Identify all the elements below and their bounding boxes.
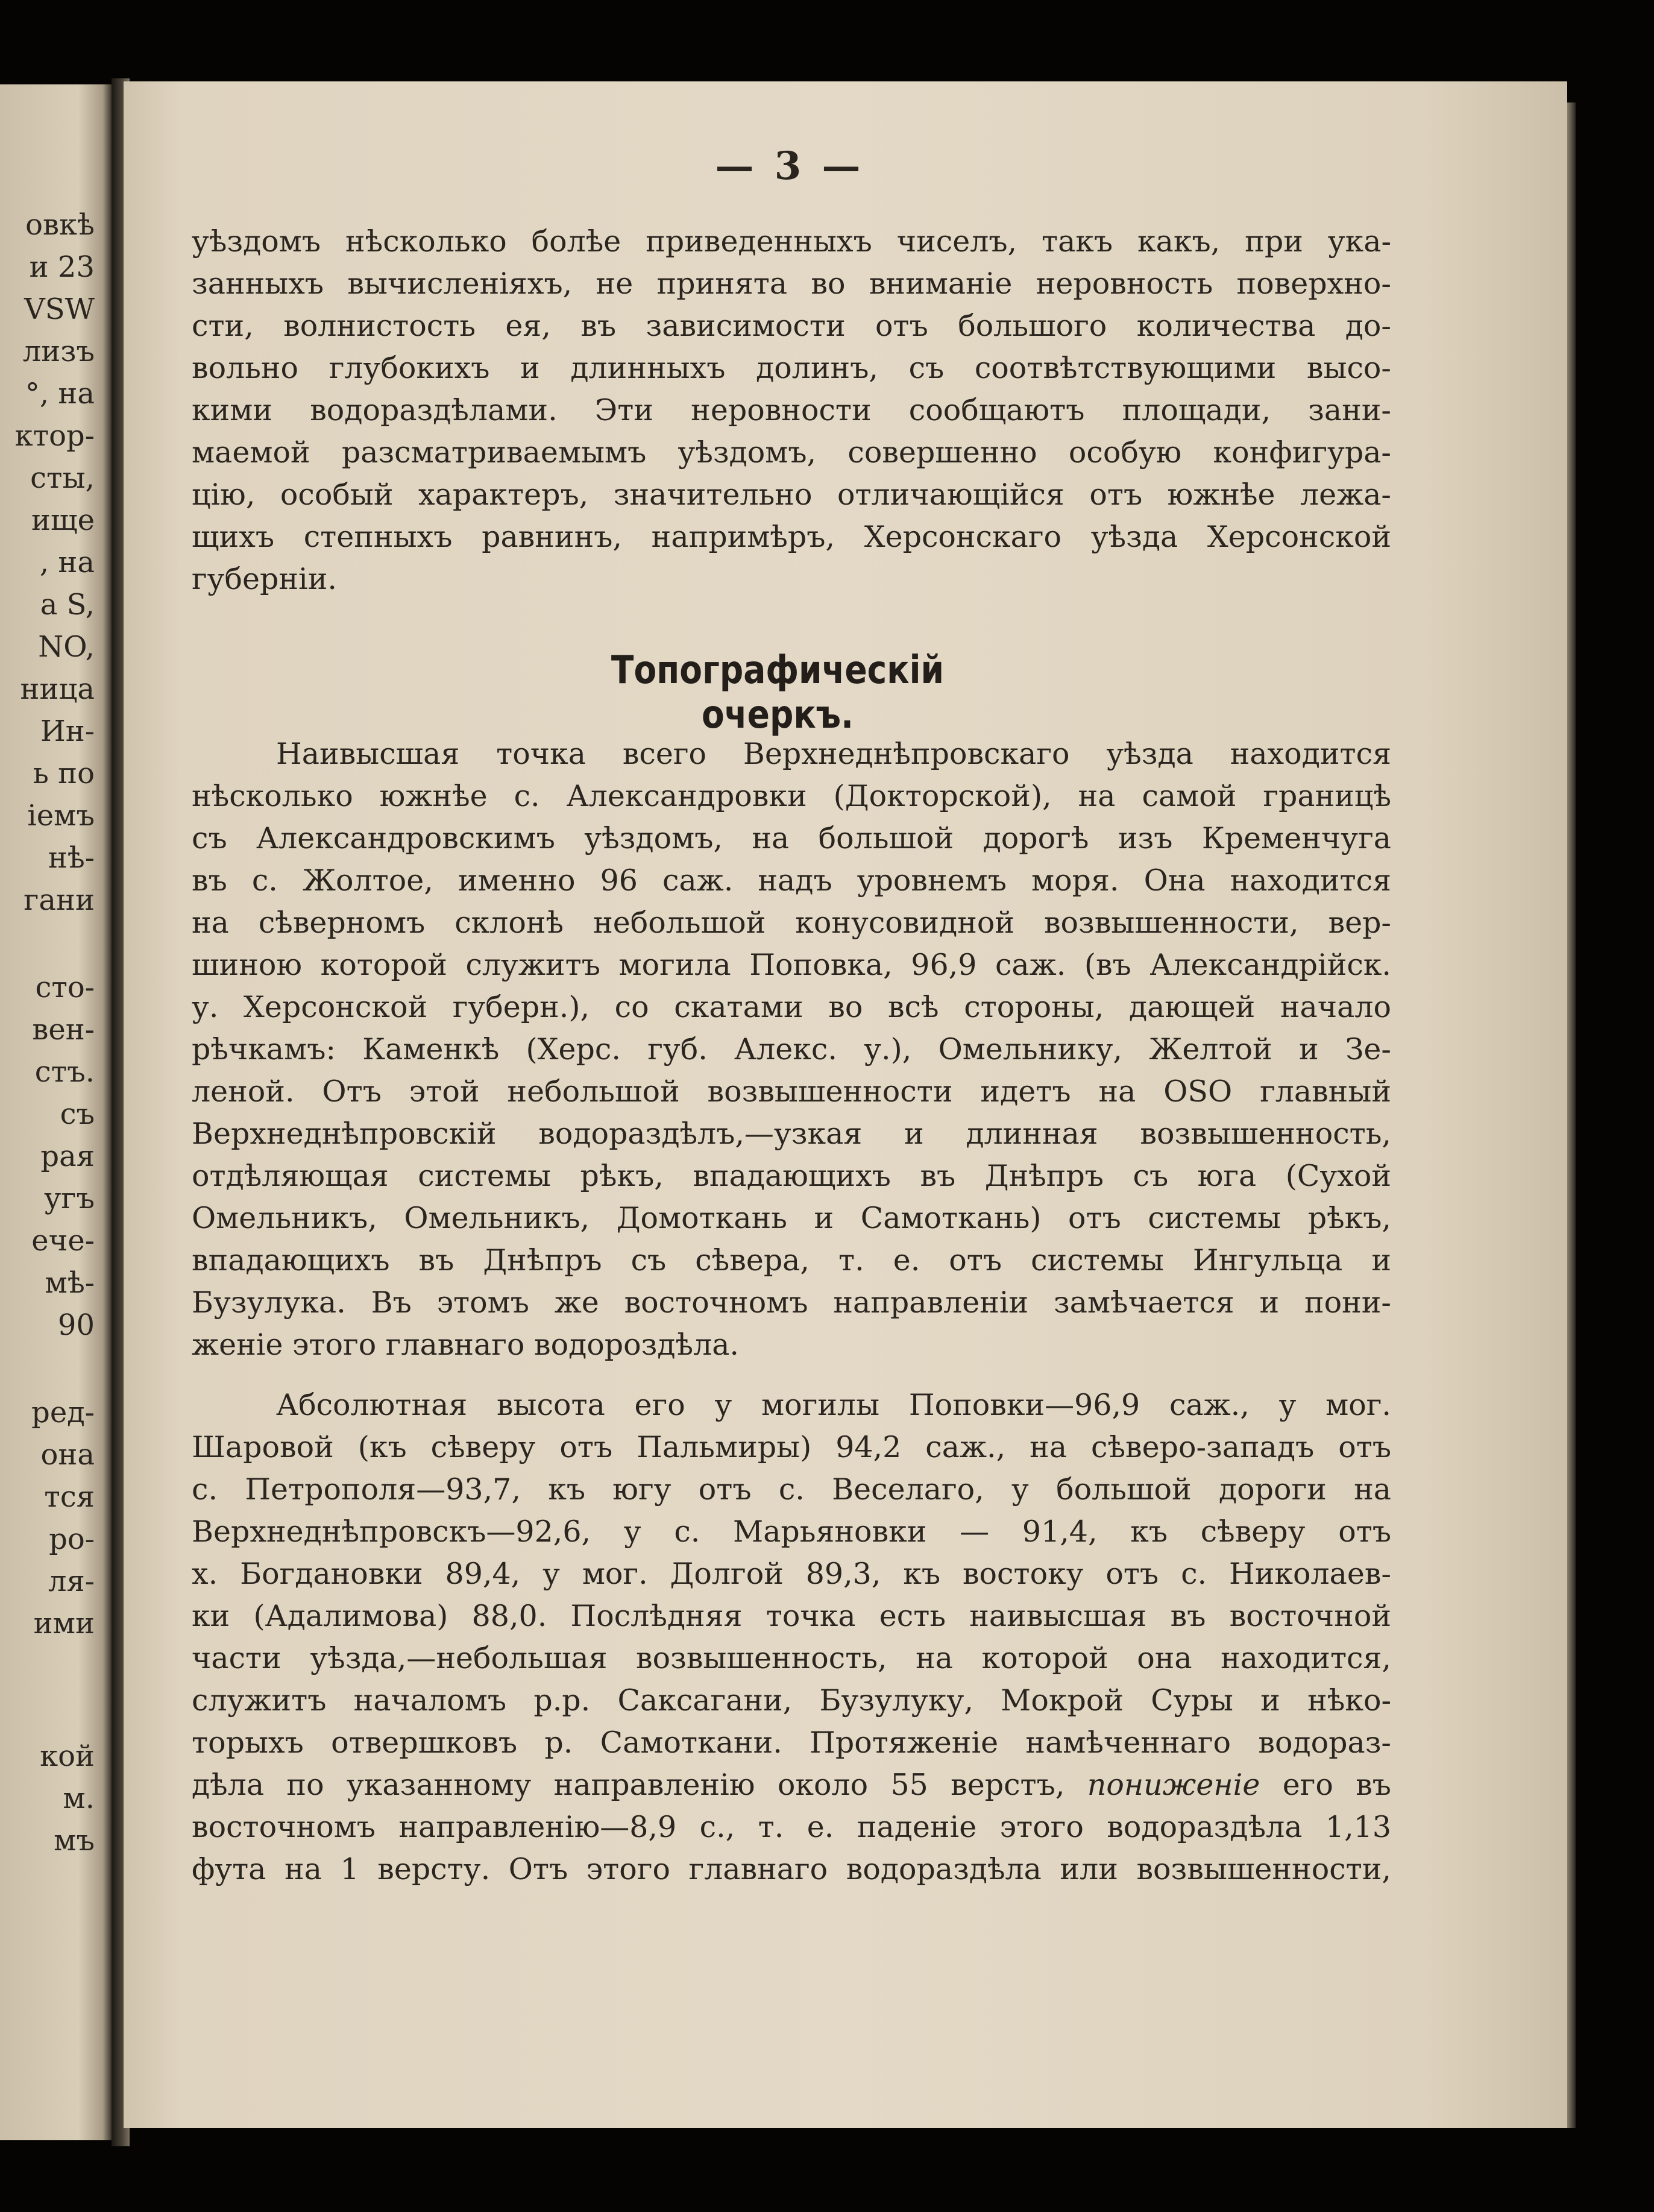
- text-line: кими водораздѣлами. Эти неровности сообщаютъ площади, зани-: [192, 393, 1391, 427]
- text-line: женіе этого главнаго водороздѣла.: [192, 1328, 739, 1362]
- left-page-fragment: ред-: [31, 1396, 95, 1429]
- left-page-fragment: мѣ-: [45, 1266, 95, 1300]
- left-page-fragment: гани: [24, 883, 95, 917]
- left-page-fragment: угъ: [44, 1182, 95, 1215]
- left-page-fragment: мъ: [54, 1824, 95, 1858]
- text-line: Наивысшая точка всего Верхнеднѣпровскаго уѣзда находится: [276, 737, 1391, 771]
- left-page-fragment: NO,: [38, 630, 95, 664]
- text-line: у. Херсонской губерн.), со скатами во всѣ стороны, дающей начало: [192, 990, 1391, 1024]
- text-line: маемой разсматриваемымъ уѣздомъ, совершенно особую конфигура-: [192, 435, 1391, 470]
- text-line: щихъ степныхъ равнинъ, напримѣръ, Херсонскаго уѣзда Херсонской: [192, 520, 1391, 554]
- left-page-fragment: сты,: [30, 461, 95, 495]
- left-page-fragment: нѣ-: [48, 841, 95, 875]
- text-line: Абсолютная высота его у могилы Поповки—96,9 саж., у мог.: [276, 1388, 1391, 1422]
- text-line: Верхнеднѣпровскій водораздѣлъ,—узкая и длинная возвышенность,: [192, 1117, 1391, 1151]
- text-line: отдѣляющая системы рѣкъ, впадающихъ въ Днѣпръ съ юга (Сухой: [192, 1159, 1391, 1193]
- text-line: части уѣзда,—небольшая возвышенность, на которой она находится,: [192, 1641, 1391, 1675]
- text-line: рѣчкамъ: Каменкѣ (Херс. губ. Алекс. у.), Омельнику, Желтой и Зе-: [192, 1032, 1391, 1067]
- page-edge-shadow: [1567, 102, 1576, 2128]
- left-page-fragment: °, на: [25, 377, 95, 411]
- text-line: х. Богдановки 89,4, у мог. Долгой 89,3, къ востоку отъ с. Николаев-: [192, 1557, 1391, 1591]
- text-line: губерніи.: [192, 562, 337, 596]
- text-line: впадающихъ въ Днѣпръ съ сѣвера, т. е. отъ системы Ингульца и: [192, 1243, 1391, 1278]
- left-page-fragment: ница: [20, 672, 95, 706]
- left-page-fragment: она: [40, 1438, 95, 1472]
- text-line: фута на 1 версту. Отъ этого главнаго водораздѣла или возвышенности,: [192, 1852, 1391, 1886]
- text-line: въ с. Жолтое, именно 96 саж. надъ уровнемъ моря. Она находится: [192, 863, 1391, 898]
- left-page-fragment: стъ.: [34, 1055, 95, 1089]
- left-page-fragment: ече-: [31, 1224, 95, 1258]
- page-number: — 3 —: [715, 143, 864, 189]
- left-page-fragment: а S,: [40, 588, 95, 622]
- left-page-fragment: ктор-: [14, 419, 95, 453]
- left-page-edge: [0, 84, 112, 2140]
- left-page-fragment: ля-: [48, 1564, 95, 1598]
- left-page-fragment: VSW: [24, 292, 95, 326]
- left-page-fragment: и 23: [29, 250, 95, 284]
- section-heading: Топографическій очеркъ.: [611, 648, 945, 737]
- left-page-fragment: кой: [40, 1739, 95, 1773]
- left-page-fragment: ище: [31, 503, 95, 537]
- text-line: шиною которой служитъ могила Поповка, 96,9 саж. (въ Александрійск.: [192, 948, 1391, 982]
- text-line: нѣсколько южнѣе с. Александровки (Докторской), на самой границѣ: [192, 779, 1391, 813]
- text-line: Омельникъ, Омельникъ, Домоткань и Самоткань) отъ системы рѣкъ,: [192, 1201, 1391, 1235]
- left-page-fragment: съ: [60, 1097, 95, 1131]
- text-line: Шаровой (къ сѣверу отъ Пальмиры) 94,2 саж., на сѣверо-западъ отъ: [192, 1430, 1391, 1464]
- left-page-fragment: рая: [40, 1139, 95, 1173]
- left-page-fragment: вен-: [32, 1013, 95, 1047]
- left-page-fragment: ими: [33, 1607, 95, 1640]
- text-line: с. Петрополя—93,7, къ югу отъ с. Веселаго, у большой дороги на: [192, 1472, 1391, 1507]
- left-page-fragment: тся: [44, 1480, 95, 1514]
- text-line: восточномъ направленію—8,9 с., т. е. паденіе этого водораздѣла 1,13: [192, 1810, 1391, 1844]
- left-page-fragment: ро-: [49, 1522, 95, 1556]
- text-line: цію, особый характеръ, значительно отличающійся отъ южнѣе лежа-: [192, 477, 1391, 512]
- left-page-fragment: , на: [39, 546, 95, 579]
- left-page-fragment: м.: [63, 1782, 95, 1815]
- left-page-fragment: ь по: [33, 757, 95, 790]
- text-line: сти, волнистость ея, въ зависимости отъ большого количества до-: [192, 309, 1391, 343]
- text-line: уѣздомъ нѣсколько болѣе приведенныхъ чиселъ, такъ какъ, при ука-: [192, 224, 1391, 259]
- text-line: ки (Адалимова) 88,0. Послѣдняя точка есть наивысшая въ восточной: [192, 1599, 1391, 1633]
- text-line: съ Александровскимъ уѣздомъ, на большой дорогѣ изъ Кременчуга: [192, 821, 1391, 855]
- text-line: на сѣверномъ склонѣ небольшой конусовидной возвышенности, вер-: [192, 906, 1391, 940]
- left-page-fragment: лизъ: [22, 335, 95, 368]
- text-line: дѣла по указанному направленію около 55 верстъ, пониженіе его въ: [192, 1768, 1391, 1802]
- left-page-fragment: 90: [57, 1308, 95, 1342]
- text-line: Бузулука. Въ этомъ же восточномъ направленіи замѣчается и пони-: [192, 1285, 1391, 1320]
- left-page-fragment: сто-: [35, 971, 95, 1004]
- text-line: вольно глубокихъ и длинныхъ долинъ, съ соотвѣтствующими высо-: [192, 351, 1391, 385]
- text-line: леной. Отъ этой небольшой возвышенности идетъ на OSO главный: [192, 1074, 1391, 1109]
- text-line: торыхъ отвершковъ р. Самоткани. Протяженіе намѣченнаго водораз-: [192, 1725, 1391, 1760]
- left-page-fragment: Ин-: [40, 714, 95, 748]
- left-page-fragment: іемъ: [27, 799, 95, 833]
- text-line: занныхъ вычисленіяхъ, не принята во вниманіе неровность поверхно-: [192, 266, 1391, 301]
- left-page-fragment: овкѣ: [25, 208, 95, 242]
- emphasized-word: пониженіе: [1087, 1768, 1260, 1802]
- text-line: Верхнеднѣпровскъ—92,6, у с. Марьяновки — 91,4, къ сѣверу отъ: [192, 1514, 1391, 1549]
- text-line: служитъ началомъ р.р. Саксагани, Бузулуку, Мокрой Суры и нѣко-: [192, 1683, 1391, 1718]
